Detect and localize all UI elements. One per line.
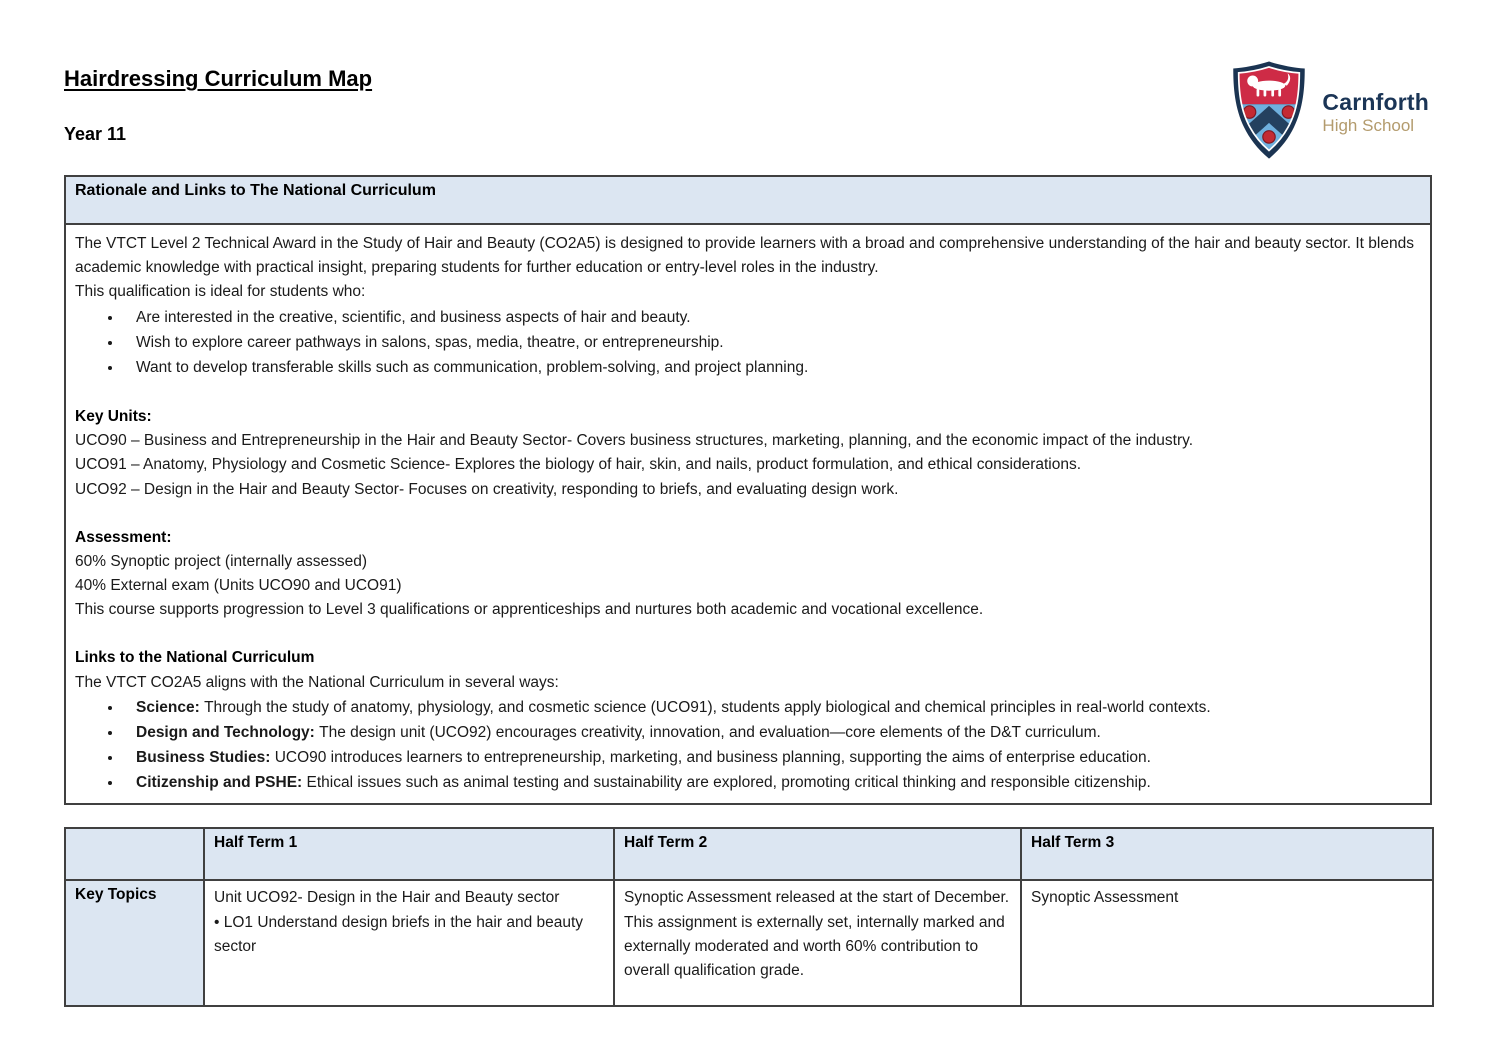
corner-cell <box>65 828 204 880</box>
bullet-text: Ethical issues such as animal testing and sustainability are explored, promoting critical thinking and responsible citizenship. <box>306 774 1151 792</box>
half-term-table <box>64 827 1434 1007</box>
qualification-bullet: • Are interested in the creative, scientific, and business aspects of hair and beauty. <box>123 306 1421 330</box>
year-heading: Year 11 <box>64 124 127 144</box>
bullet-label: Science: <box>136 698 205 716</box>
half-term-1-topics <box>204 880 614 1006</box>
curriculum-link-bullet <box>123 721 1421 745</box>
curriculum-link-bullet <box>123 771 1421 795</box>
assessment-line: This course supports progression to Level 3 qualifications or apprenticeships and nurtures both academic and vocational excellence. <box>75 601 984 619</box>
topic-line: • LO1 Understand design briefs in the hair and beauty sector <box>214 913 584 955</box>
bullet-label: Design and Technology: <box>136 723 320 741</box>
key-topics-row <box>65 880 1433 1006</box>
spacer <box>75 381 1421 405</box>
half-term-2-topics <box>614 880 1021 1006</box>
intro-paragraph: The VTCT Level 2 Technical Award in the Study of Hair and Beauty (CO2A5) is designed to provide learners with a broad and comprehensive understanding of the hair and beauty sector. It blends academic knowledge with practical insight, preparing students for further education or entry-level roles in the industry. <box>75 235 1414 277</box>
bullet-label: Citizenship and PSHE: <box>136 774 307 792</box>
half-term-2-header: Half Term 2 <box>614 828 1021 880</box>
key-unit-line: UCO91 – Anatomy, Physiology and Cosmetic Science- Explores the biology of hair, skin, and nails, product formulation, and ethical considerations. <box>75 456 1082 474</box>
curriculum-link-bullet <box>123 746 1421 770</box>
qualification-bullet-list <box>75 306 1421 381</box>
intro-lead: This qualification is ideal for students who: <box>75 283 366 301</box>
topic-line: Synoptic Assessment <box>1031 889 1179 907</box>
page-title: Hairdressing Curriculum Map <box>64 66 373 91</box>
topic-line: This assignment is externally set, internally marked and externally moderated and worth 60% contribution to overall qualification grade. <box>624 913 1005 979</box>
key-units-lines <box>75 429 1421 502</box>
spacer <box>75 502 1421 526</box>
curriculum-link-bullet <box>123 696 1421 720</box>
key-unit-line: UCO90 – Business and Entrepreneurship in the Hair and Beauty Sector- Covers business structures, marketing, planning, and the economic impact of the industry. <box>75 432 1194 450</box>
key-unit-line: UCO92 – Design in the Hair and Beauty Sector- Focuses on creativity, responding to briefs, and evaluating design work. <box>75 480 899 498</box>
school-type: High School <box>1322 116 1415 136</box>
school-logo-text <box>1322 90 1429 135</box>
half-term-header-row <box>65 828 1433 880</box>
topic-line: Unit UCO92- Design in the Hair and Beauty sector <box>214 889 560 907</box>
bullet-text: The design unit (UCO92) encourages creativity, innovation, and evaluation—core elements of the D&T curriculum. <box>319 723 1101 741</box>
links-intro: The VTCT CO2A5 aligns with the National Curriculum in several ways: <box>75 673 559 691</box>
assessment-heading: Assessment: <box>75 528 172 546</box>
topic-line: Synoptic Assessment released at the start of December. <box>624 889 1010 907</box>
qualification-bullet: • Want to develop transferable skills such as communication, problem-solving, and project planning. <box>123 356 1421 380</box>
school-crest-icon <box>1230 60 1308 166</box>
school-logo <box>1230 60 1429 166</box>
assessment-line: 40% External exam (Units UCO90 and UCO91) <box>75 577 402 595</box>
rationale-body-cell <box>65 224 1431 804</box>
links-heading: Links to the National Curriculum <box>75 649 315 667</box>
half-term-3-header: Half Term 3 <box>1021 828 1433 880</box>
key-topics-label: Key Topics <box>65 880 204 1006</box>
half-term-3-topics <box>1021 880 1433 1006</box>
bullet-label: Business Studies: <box>136 749 275 767</box>
assessment-lines <box>75 550 1421 623</box>
links-bullet-list <box>75 696 1421 796</box>
key-units-heading: Key Units: <box>75 408 152 426</box>
bullet-text: UCO90 introduces learners to entrepreneurship, marketing, and business planning, supporting the aims of enterprise education. <box>274 749 1151 767</box>
bullet-text: Through the study of anatomy, physiology, and cosmetic science (UCO91), students apply biological and chemical principles in real-world contexts. <box>204 698 1211 716</box>
assessment-line: 60% Synoptic project (internally assessed) <box>75 552 368 570</box>
rationale-table-header: Rationale and Links to The National Curriculum <box>65 176 1431 224</box>
qualification-bullet: • Wish to explore career pathways in salons, spas, media, theatre, or entrepreneurship. <box>123 331 1421 355</box>
spacer <box>75 622 1421 646</box>
half-term-1-header: Half Term 1 <box>204 828 614 880</box>
school-name: Carnforth <box>1322 89 1429 116</box>
rationale-table <box>64 175 1432 805</box>
